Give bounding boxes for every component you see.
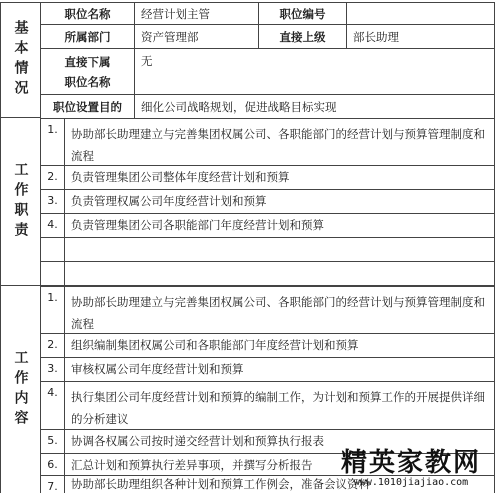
list-item <box>40 358 495 382</box>
empty-text-cell <box>65 262 494 285</box>
list-item-text: 负责管理集团公司整体年度经营计划和预算 <box>71 170 290 184</box>
direct-subordinate-label-line2: 职位名称 <box>64 74 111 89</box>
position-name-label: 职位名称 <box>41 3 135 25</box>
purpose-label: 职位设置目的 <box>41 95 135 119</box>
site-watermark <box>326 449 496 491</box>
list-item-number: 3. <box>41 190 65 213</box>
list-item <box>40 118 495 166</box>
position-code-label: 职位编号 <box>259 3 347 25</box>
list-item-number: 4. <box>41 214 65 237</box>
list-item <box>40 214 495 238</box>
empty-row <box>40 238 495 262</box>
position-code-value <box>347 3 495 25</box>
list-item-number: 5. <box>41 430 65 453</box>
list-item-number: 2. <box>41 166 65 189</box>
list-item-number: 7. <box>41 476 65 493</box>
department-label: 所属部门 <box>41 25 135 49</box>
direct-supervisor-value: 部长助理 <box>347 25 495 49</box>
department-value: 资产管理部 <box>135 25 259 49</box>
list-item-text: 执行集团公司年度经营计划和预算的编制工作，为计划和预算工作的开展提供详细的分析建议 <box>71 390 485 426</box>
basic-info-section-label <box>0 2 40 118</box>
list-item-text: 负责管理权属公司年度经营计划和预算 <box>71 194 267 208</box>
duties-list <box>40 118 495 286</box>
list-item <box>40 166 495 190</box>
list-item-text: 审核权属公司年度经营计划和预算 <box>71 362 244 376</box>
watermark-title: 精英家教网 <box>340 448 481 478</box>
position-name-value: 经营计划主管 <box>135 3 259 25</box>
list-item-number: 1. <box>41 119 65 165</box>
basic-info-label-text: 基本情况 <box>12 20 29 100</box>
list-item-text: 协助部长助理组织各种计划和预算工作例会，准备会议资料 <box>71 477 370 491</box>
content-section-label <box>0 286 40 493</box>
list-item-number: 4. <box>41 382 65 429</box>
list-item-text: 协助部长助理建立与完善集团权属公司、各职能部门的经营计划与预算管理制度和流程 <box>71 127 485 163</box>
direct-subordinate-value: 无 <box>135 49 495 95</box>
direct-subordinate-label <box>41 49 135 95</box>
direct-subordinate-label-line1: 直接下属 <box>64 54 111 69</box>
list-item-number: 6. <box>41 454 65 475</box>
purpose-value: 细化公司战略规划，促进战略目标实现 <box>135 95 495 119</box>
watermark-url: www.1010jiajiao.com <box>353 477 469 488</box>
list-item <box>40 286 495 334</box>
duties-section-label <box>0 118 40 286</box>
list-item-text: 组织编制集团权属公司和各职能部门年度经营计划和预算 <box>71 338 359 352</box>
content-label-text: 工作内容 <box>12 349 29 430</box>
direct-supervisor-label: 直接上级 <box>259 25 347 49</box>
list-item-number: 3. <box>41 358 65 381</box>
list-item-text: 协调各权属公司按时递交经营计划和预算执行报表 <box>71 434 324 448</box>
empty-number-cell <box>41 262 65 285</box>
list-item-text: 负责管理集团公司各职能部门年度经营计划和预算 <box>71 218 324 232</box>
list-item-number: 2. <box>41 334 65 357</box>
empty-text-cell <box>65 238 494 261</box>
list-item-number: 1. <box>41 287 65 333</box>
empty-row <box>40 262 495 286</box>
list-item <box>40 334 495 358</box>
list-item-text: 协助部长助理建立与完善集团权属公司、各职能部门的经营计划与预算管理制度和流程 <box>71 295 485 331</box>
list-item <box>40 382 495 430</box>
empty-number-cell <box>41 238 65 261</box>
basic-info-table <box>40 2 495 119</box>
list-item <box>40 190 495 214</box>
list-item-text: 汇总计划和预算执行差异事项，并撰写分析报告 <box>71 458 313 472</box>
duties-label-text: 工作职责 <box>12 161 29 242</box>
